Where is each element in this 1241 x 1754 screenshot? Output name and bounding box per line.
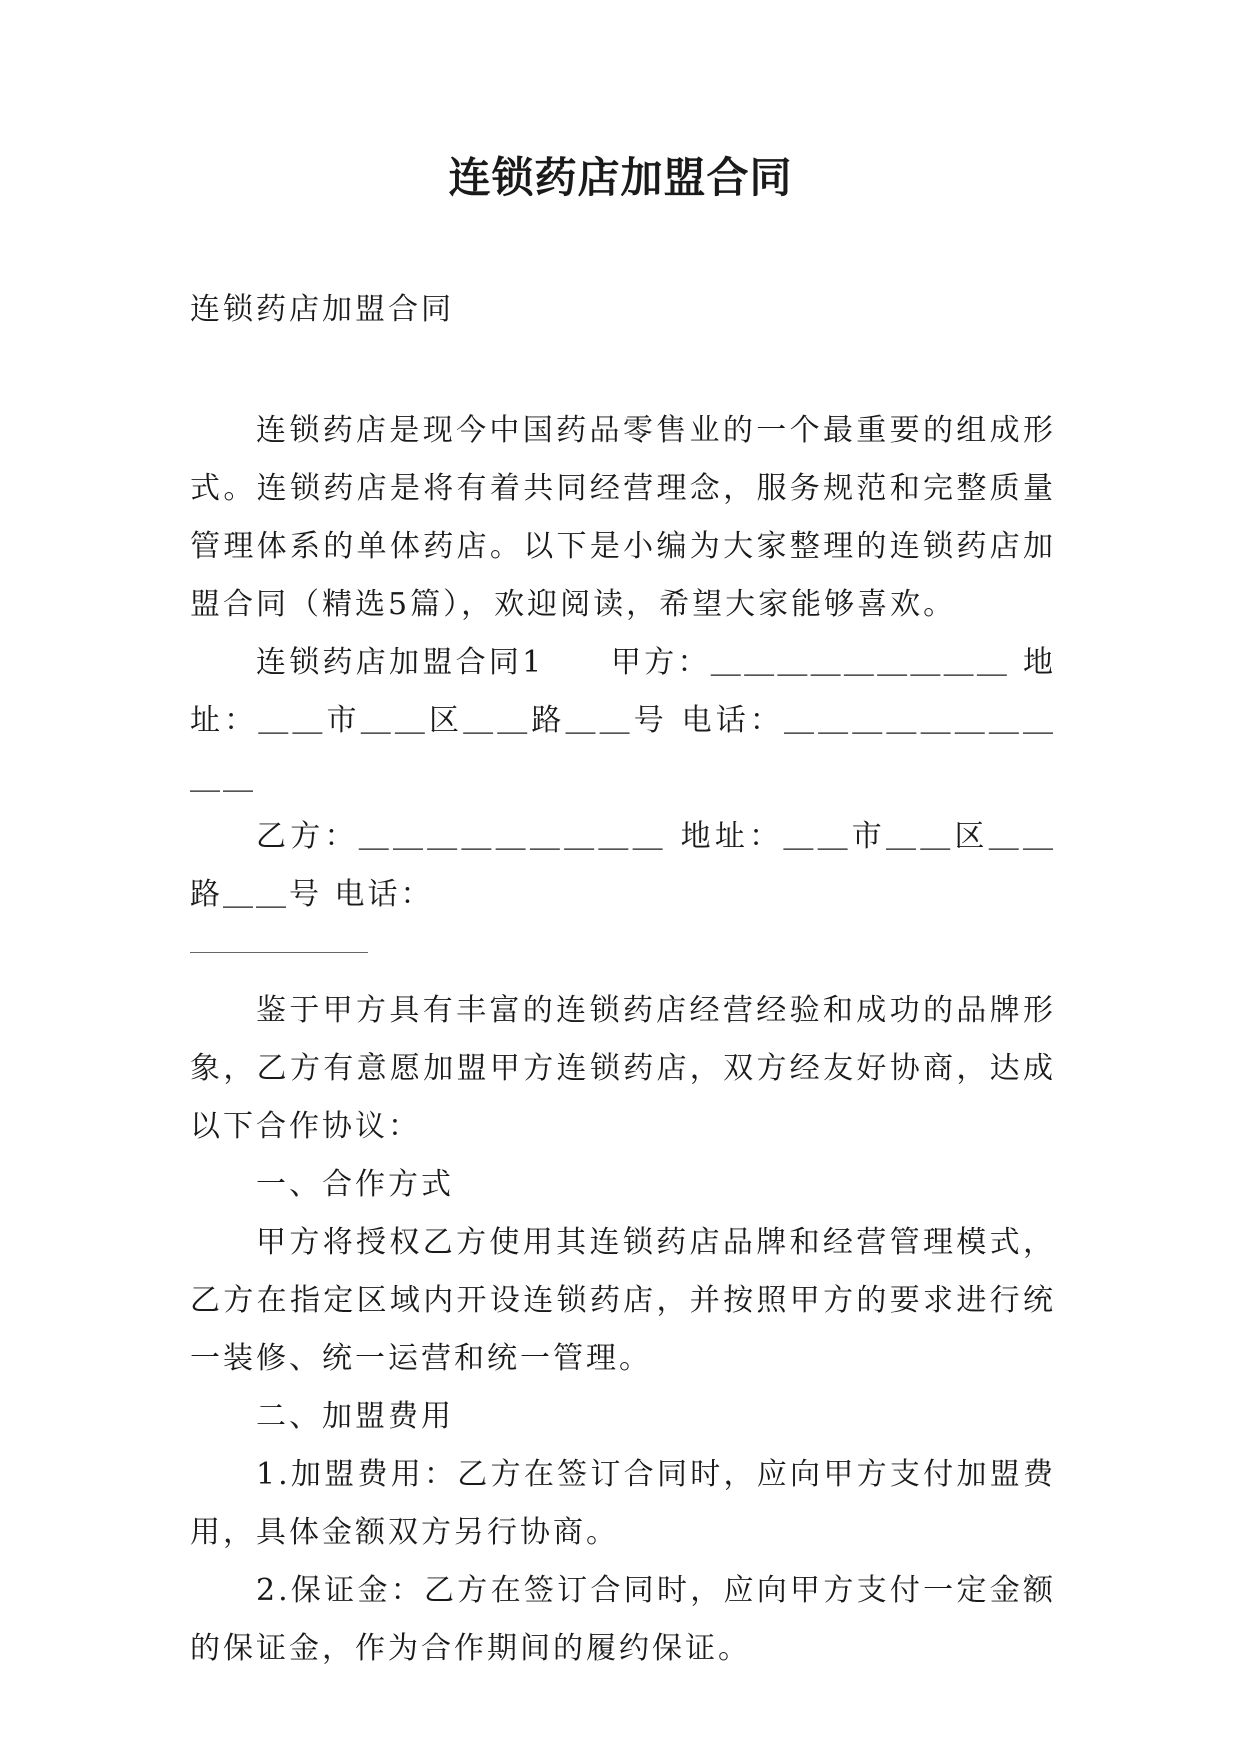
blank-phone-line <box>190 924 1056 982</box>
party-a-paragraph: 连锁药店加盟合同1 甲方：＿＿＿＿＿＿＿＿＿ 地址：＿＿市＿＿区＿＿路＿＿号 电话：＿＿＿＿＿＿＿＿＿＿ <box>190 645 1056 796</box>
fee-item-1: 1.加盟费用：乙方在签订合同时，应向甲方支付加盟费用，具体金额双方另行协商。 <box>190 1457 1056 1550</box>
intro-paragraph: 连锁药店是现今中国药品零售业的一个最重要的组成形式。连锁药店是将有着共同经营理念，服务规范和完整质量管理体系的单体药店。以下是小编为大家整理的连锁药店加盟合同（精选5篇），欢迎阅读，希望大家能够喜欢。 <box>190 413 1056 622</box>
document-body <box>190 402 1056 1678</box>
document-title: 连锁药店加盟合同 <box>448 153 793 202</box>
document-subtitle: 连锁药店加盟合同 <box>190 292 454 327</box>
section-heading-cooperation: 一、合作方式 <box>256 1167 454 1202</box>
cooperation-paragraph: 甲方将授权乙方使用其连锁药店品牌和经营管理模式，乙方在指定区域内开设连锁药店，并按照甲方的要求进行统一装修、统一运营和统一管理。 <box>190 1225 1056 1376</box>
fee-item-2: 2.保证金：乙方在签订合同时，应向甲方支付一定金额的保证金，作为合作期间的履约保证。 <box>190 1573 1056 1666</box>
preamble-paragraph: 鉴于甲方具有丰富的连锁药店经营经验和成功的品牌形象，乙方有意愿加盟甲方连锁药店，双方经友好协商，达成以下合作协议： <box>190 993 1056 1144</box>
party-b-paragraph: 乙方：＿＿＿＿＿＿＿＿＿ 地址：＿＿市＿＿区＿＿路＿＿号 电话： <box>190 819 1056 912</box>
section-heading-fees: 二、加盟费用 <box>256 1399 454 1434</box>
phone-blank-underline <box>190 952 368 953</box>
